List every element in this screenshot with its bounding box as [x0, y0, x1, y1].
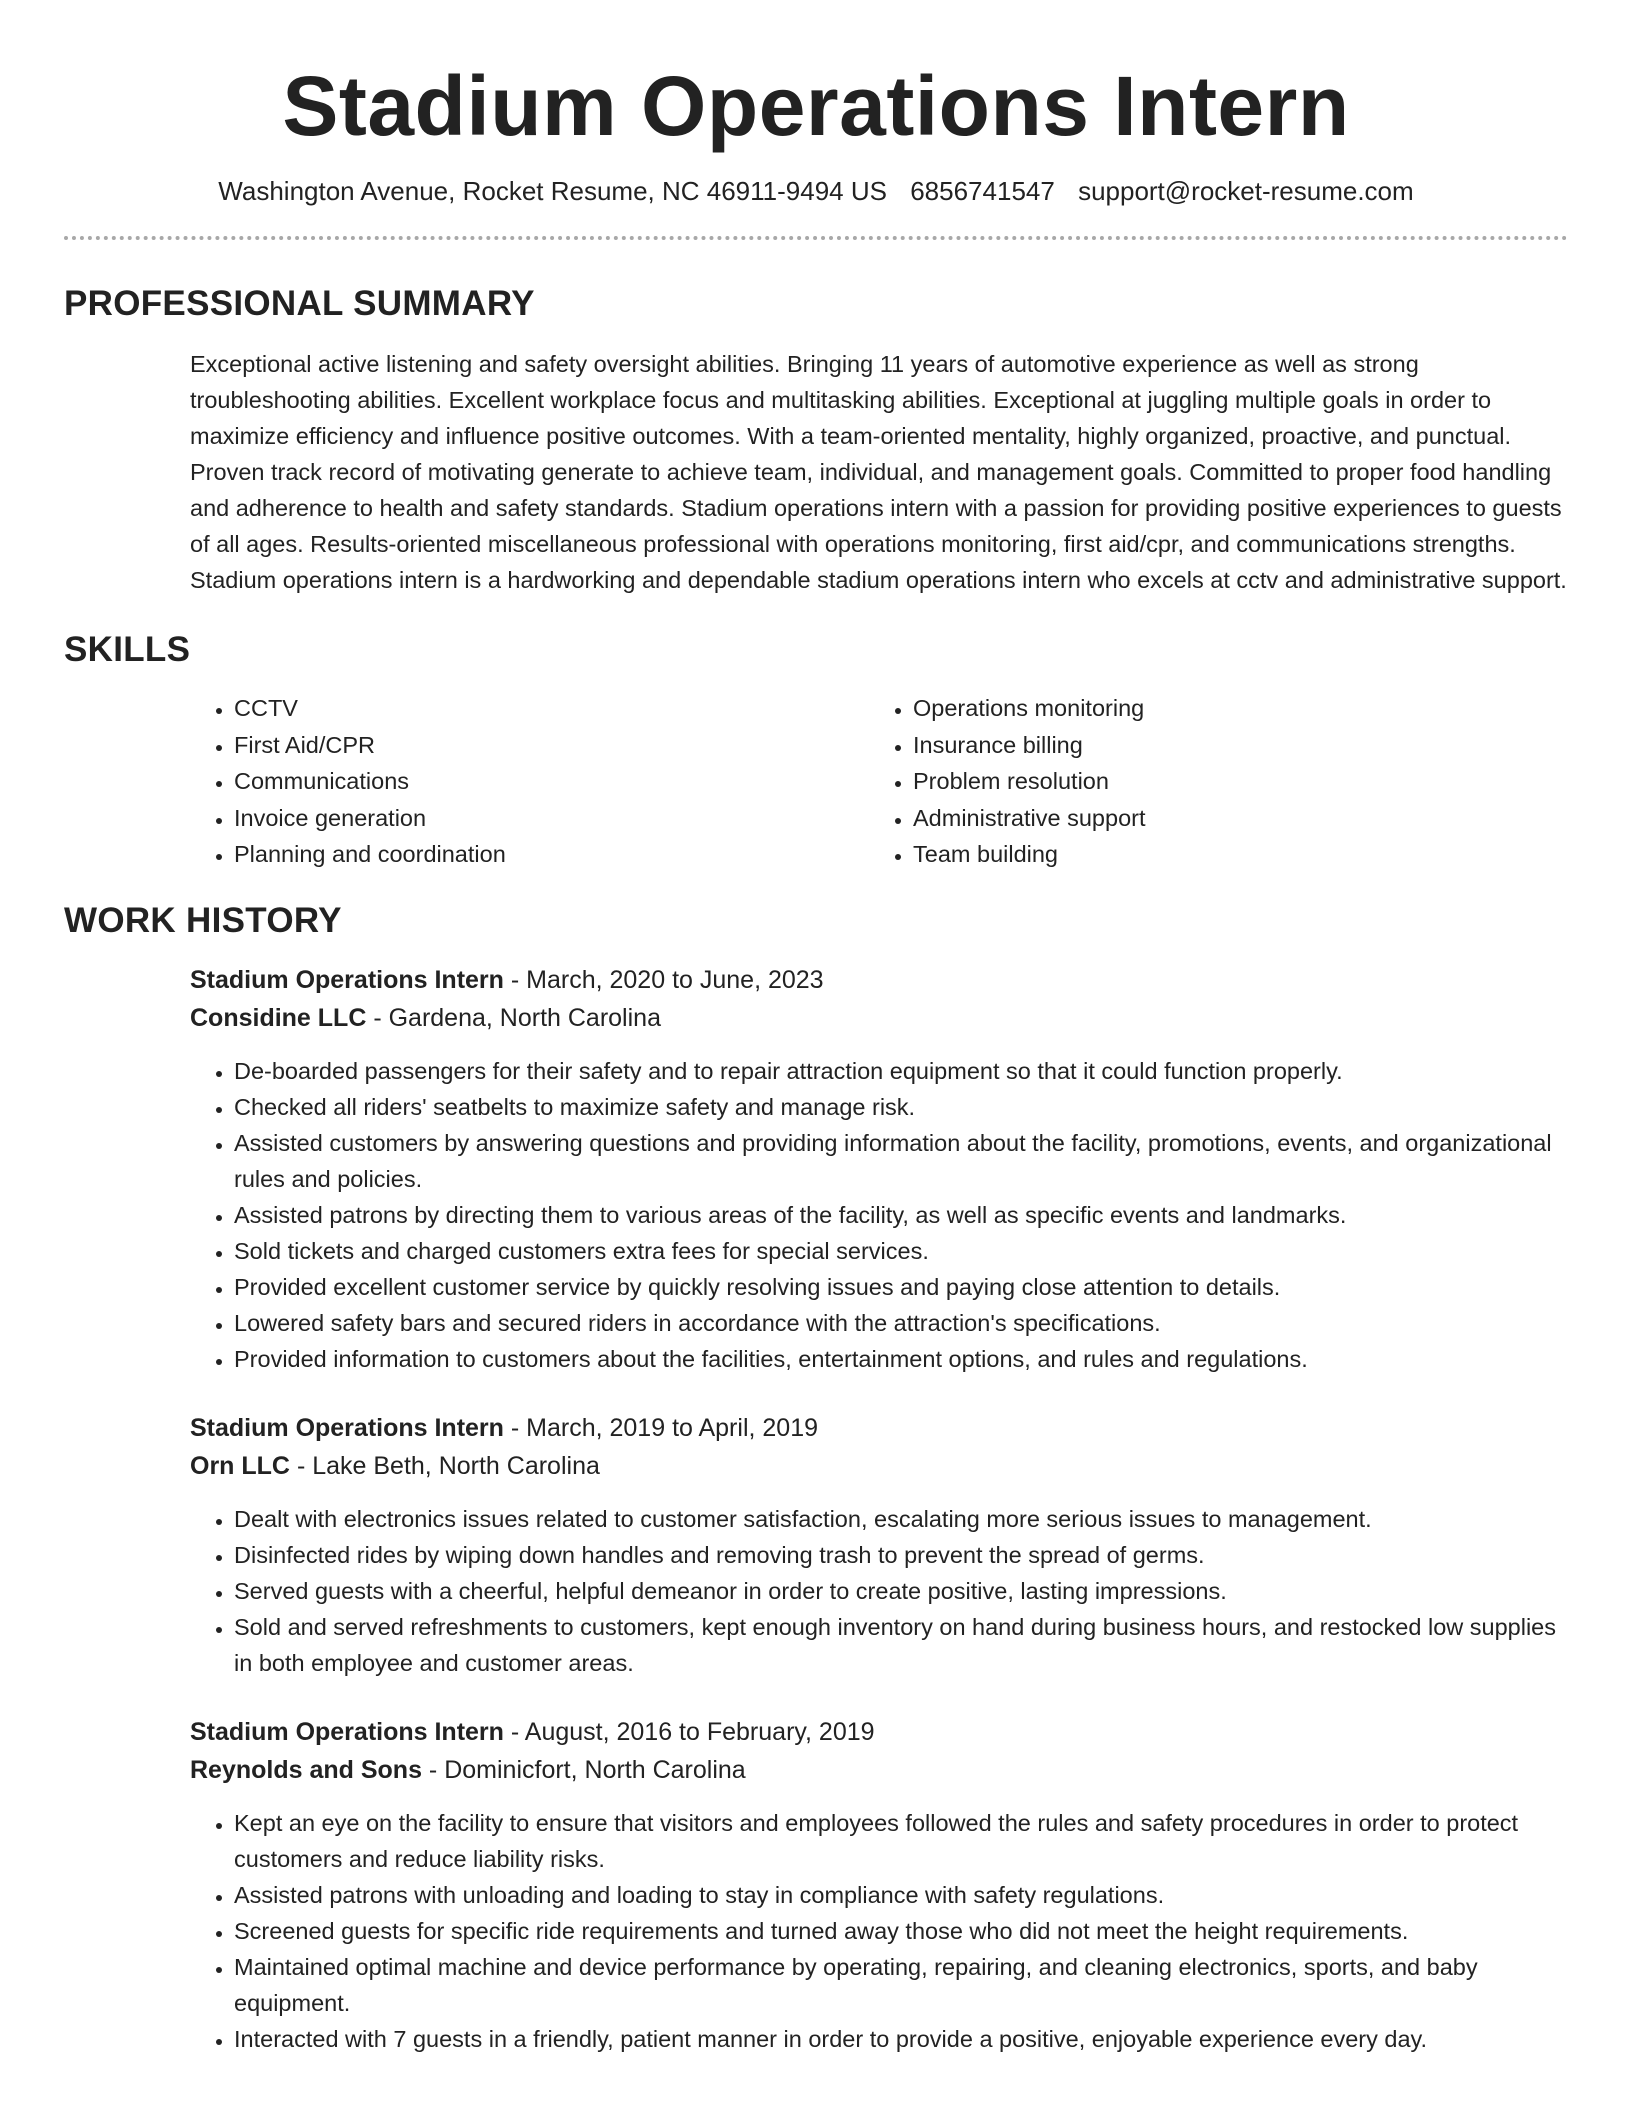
job-bullet: • Interacted with 7 guests in a friendly, patient manner in order to provide a positive, enjoyable experience every day. — [234, 2021, 1568, 2057]
resume-page — [64, 0, 1568, 2057]
job-bullet: • Kept an eye on the facility to ensure that visitors and employees followed the rules and safety procedures in order to protect customers and reduce liability risks. — [234, 1805, 1568, 1877]
candidate-name: Stadium Operations Intern — [282, 59, 1350, 153]
skills-list — [190, 690, 1568, 873]
job-location: - Lake Beth, North Carolina — [290, 1451, 600, 1480]
job-title-line — [190, 1409, 1568, 1447]
skills-column-left — [190, 690, 869, 873]
job-location: - Dominicfort, North Carolina — [421, 1755, 746, 1784]
job-dates: - March, 2019 to April, 2019 — [503, 1413, 818, 1442]
job-title-line — [190, 961, 1568, 999]
job-dates: - August, 2016 to February, 2019 — [503, 1717, 875, 1746]
skill-item: • Operations monitoring — [913, 690, 1553, 727]
job-bullet: • De-boarded passengers for their safety and to repair attraction equipment so that it could function properly. — [234, 1053, 1568, 1089]
skills-column-right — [869, 690, 1553, 873]
job-entry — [190, 1713, 1568, 2057]
job-bullet: • Sold and served refreshments to customers, kept enough inventory on hand during business hours, and restocked low supplies in both employee and customer areas. — [234, 1609, 1568, 1681]
skill-item: • Planning and coordination — [234, 836, 869, 873]
job-entry — [190, 1409, 1568, 1681]
job-role: Stadium Operations Intern — [190, 965, 504, 994]
skills-heading: SKILLS — [64, 630, 191, 669]
job-bullet: • Screened guests for specific ride requirements and turned away those who did not meet the height requirements. — [234, 1913, 1568, 1949]
job-bullet: • Lowered safety bars and secured riders in accordance with the attraction's specifications. — [234, 1305, 1568, 1341]
job-bullet: • Maintained optimal machine and device performance by operating, repairing, and cleaning electronics, sports, and baby equipment. — [234, 1949, 1568, 2021]
contact-line — [64, 174, 1568, 208]
header-divider — [64, 236, 1568, 240]
job-role: Stadium Operations Intern — [190, 1717, 504, 1746]
job-company-line — [190, 999, 1568, 1037]
job-bullet: • Assisted customers by answering questions and providing information about the facility, promotions, events, and organizational rules and policies. — [234, 1125, 1568, 1197]
skill-item: • Problem resolution — [913, 763, 1553, 800]
job-company-line — [190, 1447, 1568, 1485]
job-title-line — [190, 1713, 1568, 1751]
job-bullet: • Provided excellent customer service by quickly resolving issues and paying close attention to details. — [234, 1269, 1568, 1305]
contact-email: support@rocket-resume.com — [1078, 176, 1414, 206]
skill-item: • Communications — [234, 763, 869, 800]
job-bullet: • Assisted patrons by directing them to various areas of the facility, as well as specific events and landmarks. — [234, 1197, 1568, 1233]
job-location: - Gardena, North Carolina — [366, 1003, 661, 1032]
summary-text: Exceptional active listening and safety oversight abilities. Bringing 11 years of automotive experience as well as strong troubleshooting abilities. Excellent workplace focus and multitasking abilities. Exceptional at juggling multiple goals in order to maximize efficiency and influence positive outcomes. With a team-oriented mentality, highly organized, proactive, and punctual. Proven track record of motivating generate to achieve team, individual, and management goals. Committed to proper food handling and adherence to health and safety standards. Stadium operations intern with a passion for providing positive experiences to guests of all ages. Results-oriented miscellaneous professional with operations monitoring, first aid/cpr, and communications strengths. Stadium operations intern is a hardworking and dependable stadium operations intern who excels at cctv and administrative support. — [190, 351, 1567, 593]
job-company: Reynolds and Sons — [190, 1755, 422, 1784]
job-role: Stadium Operations Intern — [190, 1413, 504, 1442]
skill-item: • Administrative support — [913, 800, 1553, 837]
job-bullet: • Provided information to customers about the facilities, entertainment options, and rules and regulations. — [234, 1341, 1568, 1377]
summary-heading: PROFESSIONAL SUMMARY — [64, 284, 535, 323]
job-company-line — [190, 1751, 1568, 1789]
work-history-heading: WORK HISTORY — [64, 900, 342, 940]
job-bullet: • Sold tickets and charged customers extra fees for special services. — [234, 1233, 1568, 1269]
skill-item: • Team building — [913, 836, 1553, 873]
job-entry — [190, 961, 1568, 1377]
job-company: Considine LLC — [190, 1003, 367, 1032]
job-bullet: • Served guests with a cheerful, helpful demeanor in order to create positive, lasting impressions. — [234, 1573, 1568, 1609]
job-dates: - March, 2020 to June, 2023 — [503, 965, 824, 994]
skill-item: • Insurance billing — [913, 727, 1553, 764]
skill-item: • First Aid/CPR — [234, 727, 869, 764]
job-bullet: • Checked all riders' seatbelts to maximize safety and manage risk. — [234, 1089, 1568, 1125]
skill-item: • CCTV — [234, 690, 869, 727]
job-bullets — [190, 1501, 1568, 1681]
job-company: Orn LLC — [190, 1451, 290, 1480]
job-bullets — [190, 1053, 1568, 1377]
job-bullet: • Dealt with electronics issues related to customer satisfaction, escalating more serious issues to management. — [234, 1501, 1568, 1537]
contact-phone: 6856741547 — [910, 176, 1055, 206]
job-bullet: • Disinfected rides by wiping down handles and removing trash to prevent the spread of germs. — [234, 1537, 1568, 1573]
skill-item: • Invoice generation — [234, 800, 869, 837]
job-bullet: • Assisted patrons with unloading and loading to stay in compliance with safety regulations. — [234, 1877, 1568, 1913]
job-bullets — [190, 1805, 1568, 2057]
contact-address: Washington Avenue, Rocket Resume, NC 46911-9494 US — [218, 176, 887, 206]
